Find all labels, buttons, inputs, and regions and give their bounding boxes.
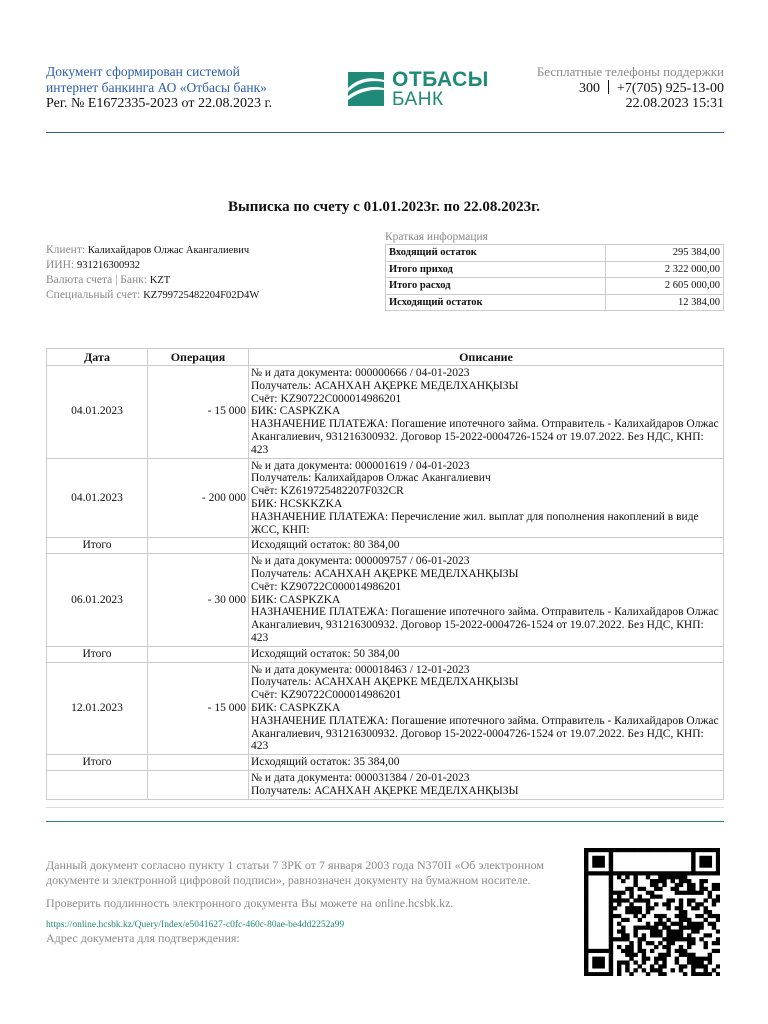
- client-info: [46, 243, 259, 303]
- description-line: БИК: CASPKZKA: [251, 593, 341, 606]
- row-description: [249, 538, 724, 554]
- phone-separator: [608, 80, 609, 94]
- operations-header-row: [47, 349, 724, 366]
- summary-table: [385, 244, 724, 311]
- row-date: 12.01.2023: [47, 662, 148, 755]
- client-label: Клиент:: [46, 244, 86, 256]
- summary-key: Исходящий остаток: [386, 294, 606, 311]
- special-account-label: Специальный счет:: [46, 289, 141, 301]
- description-line: № и дата документа: 000000666 / 04-01-2023: [251, 367, 470, 379]
- row-date: 04.01.2023: [47, 458, 148, 538]
- description-line: Получатель: Калихайдаров Олжас Акангалиевич: [251, 472, 491, 485]
- support-phones: [537, 80, 724, 97]
- special-account-value: KZ799725482204F02D4W: [143, 290, 260, 301]
- currency-row: [46, 273, 259, 288]
- statement-title: Выписка по счету с 01.01.2023г. по 22.08.2023г.: [228, 199, 540, 215]
- row-description: [249, 646, 724, 662]
- summary-row: [386, 278, 724, 295]
- table-row: [47, 458, 724, 538]
- description-line: Получатель: АСАНХАН АҚЕРКЕ МЕДЕЛХАНҚЫЗЫ: [251, 567, 519, 580]
- header-description: Описание: [249, 349, 724, 366]
- description-line: Счёт: KZ90722C000014986201: [251, 580, 402, 593]
- description-line: НАЗНАЧЕНИЕ ПЛАТЕЖА: Погашение ипотечного займа. Отправитель - Калихайдаров Олжас Акангалиевич, 931216300932. Договор 15-2022-0004726-1524 от 19.07.2022. Без НДС, КНП: 423: [251, 714, 719, 753]
- summary-block: [385, 231, 724, 311]
- logo-text-otbasy: ОТБАСЫ: [392, 68, 489, 91]
- description-line: НАЗНАЧЕНИЕ ПЛАТЕЖА: Перечисление жил. выплат для пополнения накоплений в виде ЖСС, КНП:: [251, 510, 699, 536]
- otbasy-logo-icon: [348, 72, 384, 106]
- description-line: № и дата документа: 000009757 / 06-01-2023: [251, 555, 470, 568]
- table-row: [47, 366, 724, 459]
- table-row: [47, 755, 724, 771]
- iin-row: [46, 258, 259, 273]
- row-amount: [148, 755, 249, 771]
- qr-code-icon: [584, 848, 720, 976]
- table-row: [47, 770, 724, 799]
- row-amount: [148, 770, 249, 799]
- row-amount: [148, 646, 249, 662]
- operations-table-wrap: [46, 348, 724, 808]
- row-amount: [148, 538, 249, 554]
- row-description: [249, 755, 724, 771]
- currency-value: KZT: [149, 275, 171, 286]
- row-description: [249, 554, 724, 647]
- description-line: Получатель: АСАНХАН АҚЕРКЕ МЕДЕЛХАНҚЫЗЫ: [251, 784, 519, 797]
- row-amount: - 15 000: [148, 662, 249, 755]
- operations-table: [46, 348, 724, 800]
- support-info: [537, 64, 724, 112]
- summary-row: [386, 245, 724, 262]
- description-line: Получатель: АСАНХАН АҚЕРКЕ МЕДЕЛХАНҚЫЗЫ: [251, 676, 519, 689]
- description-line: Счёт: KZ90722C000014986201: [251, 689, 402, 702]
- phone-short: 300: [578, 80, 600, 96]
- description-line: № и дата документа: 000001619 / 04-01-2023: [251, 459, 470, 472]
- summary-value: 2 322 000,00: [606, 261, 724, 278]
- legal-notice: Данный документ согласно пункту 1 статьи 7 ЗРК от 7 января 2003 года N370II «Об электронном документе и электронной цифровой подписи», равнозначен документу на бумажном носителе.: [46, 858, 544, 887]
- summary-key: Итого приход: [386, 261, 606, 278]
- summary-key: Входящий остаток: [386, 245, 606, 262]
- row-description: [249, 366, 724, 459]
- description-line: БИК: HCSKKZKA: [251, 497, 343, 510]
- description-line: Исходящий остаток: 35 384,00: [251, 756, 400, 769]
- header-operation: Операция: [148, 349, 249, 366]
- row-amount: - 30 000: [148, 554, 249, 647]
- address-label: Адрес документа для подтверждения:: [46, 931, 240, 945]
- summary-key: Итого расход: [386, 278, 606, 295]
- summary-value: 12 384,00: [606, 294, 724, 311]
- summary-row: [386, 294, 724, 311]
- description-line: БИК: CASPKZKA: [251, 701, 341, 714]
- bank-logo: [348, 68, 488, 108]
- description-line: НАЗНАЧЕНИЕ ПЛАТЕЖА: Погашение ипотечного займа. Отправитель - Калихайдаров Олжас Акангалиевич, 931216300932. Договор 15-2022-0004726-1524 от 19.07.2022. Без НДС, КНП: 423: [251, 418, 719, 456]
- system-info-line2: интернет банкинга АО «Отбасы банк»: [46, 80, 267, 95]
- verify-notice: Проверить подлинность электронного документа Вы можете на online.hcsbk.kz.: [46, 896, 454, 910]
- iin-label: ИИН:: [46, 259, 75, 271]
- row-description: [249, 770, 724, 799]
- description-line: № и дата документа: 000031384 / 20-01-2023: [251, 771, 470, 784]
- header-divider: [46, 132, 724, 133]
- summary-row: [386, 261, 724, 278]
- footer-divider: [46, 821, 724, 822]
- logo-text-bank: БАНК: [392, 89, 444, 110]
- row-description: [249, 662, 724, 755]
- description-line: БИК: CASPKZKA: [251, 405, 341, 418]
- document-link[interactable]: https://online.hcsbk.kz/Query/Index/e5041627-c0fc-460c-80ae-be4dd2252a99: [46, 920, 345, 930]
- qr-code-graphic: [584, 848, 720, 976]
- row-date: 04.01.2023: [47, 366, 148, 459]
- client-value: Калихайдаров Олжас Акангалиевич: [87, 245, 250, 256]
- row-description: [249, 458, 724, 538]
- support-label: Бесплатные телефоны поддержки: [536, 64, 724, 79]
- row-date: Итого: [47, 646, 148, 662]
- row-date: Итого: [47, 538, 148, 554]
- summary-caption: Краткая информация: [385, 231, 488, 243]
- special-account-row: [46, 288, 259, 303]
- row-date: [47, 770, 148, 799]
- description-line: Исходящий остаток: 50 384,00: [251, 647, 400, 660]
- currency-label: Валюта счета | Банк:: [46, 274, 147, 286]
- table-row: [47, 538, 724, 554]
- summary-value: 295 384,00: [606, 245, 724, 262]
- description-line: Исходящий остаток: 80 384,00: [251, 539, 400, 552]
- table-row: [47, 646, 724, 662]
- description-line: Счёт: KZ619725482207F032CR: [251, 485, 404, 498]
- table-row: [47, 662, 724, 755]
- summary-value: 2 605 000,00: [606, 278, 724, 295]
- client-row: [46, 243, 259, 258]
- phone-long: +7(705) 925-13-00: [616, 80, 724, 96]
- row-date: Итого: [47, 755, 148, 771]
- row-amount: - 200 000: [148, 458, 249, 538]
- header-date: Дата: [47, 349, 148, 366]
- system-info: [46, 64, 272, 112]
- row-date: 06.01.2023: [47, 554, 148, 647]
- description-line: Счёт: KZ90722C000014986201: [251, 392, 402, 405]
- description-line: Получатель: АСАНХАН АҚЕРКЕ МЕДЕЛХАНҚЫЗЫ: [251, 379, 519, 392]
- system-info-line1: Документ сформирован системой: [46, 64, 240, 79]
- document-header: [46, 64, 724, 124]
- generated-datetime: 22.08.2023 15:31: [625, 96, 724, 111]
- registration-number: Рег. № E1672335-2023 от 22.08.2023 г.: [46, 96, 273, 111]
- description-line: НАЗНАЧЕНИЕ ПЛАТЕЖА: Погашение ипотечного займа. Отправитель - Калихайдаров Олжас Акангалиевич, 931216300932. Договор 15-2022-0004726-1524 от 19.07.2022. Без НДС, КНП: 423: [251, 606, 719, 644]
- table-row: [47, 554, 724, 647]
- row-amount: - 15 000: [148, 366, 249, 459]
- footer: [46, 858, 566, 954]
- iin-value: 931216300932: [77, 260, 140, 271]
- description-line: № и дата документа: 000018463 / 12-01-2023: [251, 663, 470, 676]
